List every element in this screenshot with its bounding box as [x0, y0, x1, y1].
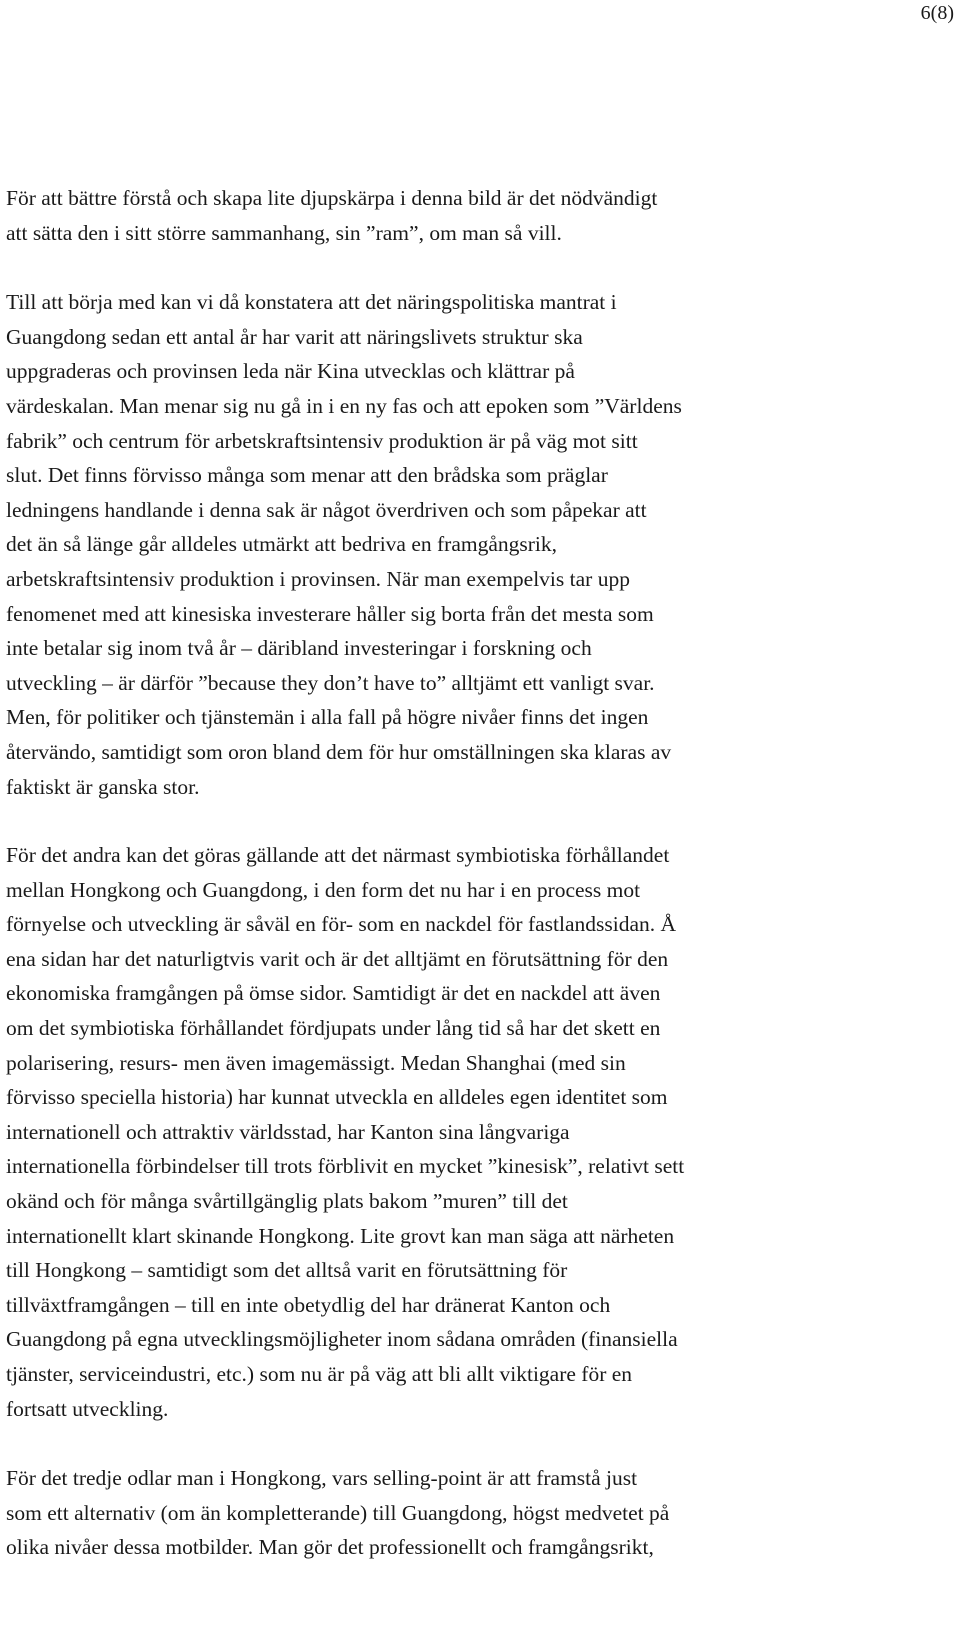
- text-line: ekonomiska framgången på ömse sidor. Samtidigt är det en nackdel att även: [6, 981, 661, 1006]
- text-line: För att bättre förstå och skapa lite djupskärpa i denna bild är det nödvändigt: [6, 186, 658, 210]
- text-line: internationell och attraktiv världsstad, har Kanton sina långvariga: [6, 1119, 570, 1144]
- text-line: Guangdong på egna utvecklingsmöjligheter inom sådana områden (finansiella: [6, 1327, 678, 1352]
- text-line: inte betalar sig inom två år – däribland investeringar i forskning och: [6, 636, 592, 661]
- text-line: Men, för politiker och tjänstemän i alla fall på högre nivåer finns det ingen: [6, 705, 649, 730]
- text-line: faktiskt är ganska stor.: [6, 774, 200, 799]
- text-line: det än så länge går alldeles utmärkt att bedriva en framgångsrik,: [6, 532, 558, 557]
- text-line: ledningens handlande i denna sak är något överdriven och som påpekar att: [6, 497, 647, 522]
- paragraph-2: [6, 285, 936, 804]
- paragraph-3: [6, 838, 936, 1426]
- text-line: arbetskraftsintensiv produktion i provinsen. När man exempelvis tar upp: [6, 566, 630, 591]
- text-line: fortsatt utveckling.: [6, 1396, 169, 1421]
- text-line: fabrik” och centrum för arbetskraftsintensiv produktion är på väg mot sitt: [6, 428, 638, 453]
- text-line: Till att börja med kan vi då konstatera att det näringspolitiska mantrat i: [6, 290, 617, 315]
- text-line: till Hongkong – samtidigt som det alltså varit en förutsättning för: [6, 1258, 568, 1283]
- document-body: [6, 181, 936, 1565]
- text-line: tillväxtframgången – till en inte obetydlig del har dränerat Kanton och: [6, 1292, 611, 1317]
- text-line: värdeskalan. Man menar sig nu gå in i en ny fas och att epoken som ”Världens: [6, 393, 682, 418]
- text-line: internationellt klart skinande Hongkong. Lite grovt kan man säga att närheten: [6, 1223, 675, 1248]
- text-line: förvisso speciella historia) har kunnat utveckla en alldeles egen identitet som: [6, 1085, 668, 1110]
- text-line: fenomenet med att kinesiska investerare håller sig borta från det mesta som: [6, 601, 654, 626]
- text-line: okänd och för många svårtillgänglig plats bakom ”muren” till det: [6, 1189, 568, 1214]
- text-line: utveckling – är därför ”because they don’t have to” alltjämt ett vanligt svar.: [6, 670, 655, 695]
- text-line: För det tredje odlar man i Hongkong, vars selling-point är att framstå just: [6, 1466, 638, 1491]
- page-number: 6(8): [920, 2, 954, 24]
- text-line: polarisering, resurs- men även imagemässigt. Medan Shanghai (med sin: [6, 1050, 626, 1075]
- text-line: återvändo, samtidigt som oron bland dem för hur omställningen ska klaras av: [6, 739, 672, 764]
- text-line: slut. Det finns förvisso många som menar att den brådska som präglar: [6, 463, 608, 488]
- text-line: Guangdong sedan ett antal år har varit att näringslivets struktur ska: [6, 324, 583, 349]
- text-line: förnyelse och utveckling är såväl en för- som en nackdel för fastlandssidan. Å: [6, 912, 677, 937]
- text-line: mellan Hongkong och Guangdong, i den form det nu har i en process mot: [6, 877, 641, 902]
- text-line: uppgraderas och provinsen leda när Kina utvecklas och klättrar på: [6, 359, 575, 384]
- text-line: ena sidan har det naturligtvis varit och är det alltjämt en förutsättning för den: [6, 946, 669, 971]
- text-line: om det symbiotiska förhållandet fördjupats under lång tid så har det skett en: [6, 1016, 661, 1041]
- text-line: olika nivåer dessa motbilder. Man gör det professionellt och framgångsrikt,: [6, 1535, 654, 1560]
- text-line: som ett alternativ (om än kompletterande) till Guangdong, högst medvetet på: [6, 1500, 670, 1525]
- text-line: internationella förbindelser till trots förblivit en mycket ”kinesisk”, relativt sett: [6, 1154, 685, 1179]
- paragraph-4: [6, 1461, 936, 1565]
- text-line: tjänster, serviceindustri, etc.) som nu är på väg att bli allt viktigare för en: [6, 1362, 633, 1386]
- paragraph-1: [6, 181, 936, 250]
- text-line: För det andra kan det göras gällande att det närmast symbiotiska förhållandet: [6, 843, 670, 868]
- text-line: att sätta den i sitt större sammanhang, sin ”ram”, om man så vill.: [6, 220, 562, 245]
